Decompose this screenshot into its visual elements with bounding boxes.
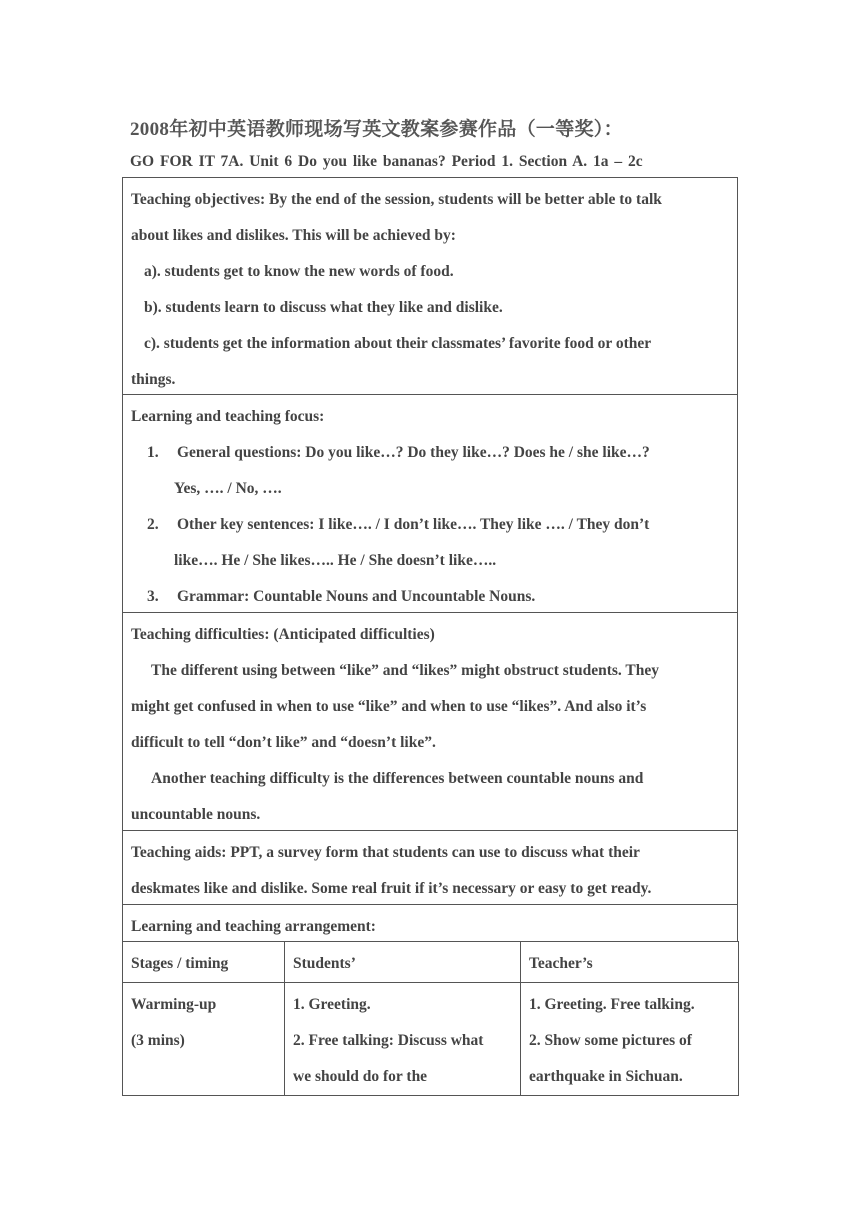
objectives-section: [122, 177, 738, 394]
difficulties-paragraph-2: Another teaching difficulty is the differences between countable nouns and: [151, 770, 644, 787]
header-stages-timing: Stages / timing: [123, 942, 285, 983]
document-title: 2008年初中英语教师现场写英文教案参赛作品（一等奖）：: [130, 119, 623, 140]
lesson-subtitle: GO FOR IT 7A. Unit 6 Do you like bananas? Period 1. Section A. 1a – 2c: [130, 153, 643, 170]
teacher-line: 1. Greeting. Free talking.: [529, 996, 695, 1013]
focus-item-text: General questions: Do you like…? Do they like…? Does he / she like…?: [177, 444, 650, 461]
focus-item-text: Grammar: Countable Nouns and Uncountable Nouns.: [177, 588, 536, 605]
focus-section: [122, 394, 738, 612]
objective-c: c). students get the information about their classmates’ favorite food or other: [144, 335, 652, 352]
focus-item-number: 1.: [147, 444, 159, 461]
focus-item-number: 3.: [147, 588, 159, 605]
focus-item: [131, 435, 729, 471]
header-teachers: Teacher’s: [521, 942, 739, 983]
difficulties-paragraph-1-line-3: difficult to tell “don’t like” and “doesn’t like”.: [131, 734, 436, 751]
students-line: 2. Free talking: Discuss what: [293, 1032, 484, 1049]
difficulties-section: [122, 612, 738, 830]
difficulties-paragraph-1: The different using between “like” and “likes” might obstruct students. They: [151, 662, 659, 679]
objective-c-continued: things.: [131, 371, 176, 388]
objectives-line-2: about likes and dislikes. This will be achieved by:: [131, 227, 456, 244]
students-line: we should do for the: [293, 1068, 428, 1085]
stage-name: Warming-up: [131, 996, 217, 1013]
objective-a: a). students get to know the new words of food.: [144, 263, 454, 280]
difficulties-paragraph-1-line-2: might get confused in when to use “like” and when to use “likes”. And also it’s: [131, 698, 647, 715]
students-line: 1. Greeting.: [293, 996, 371, 1013]
difficulties-paragraph-2-line-2: uncountable nouns.: [131, 806, 261, 823]
lesson-plan-table: [122, 177, 738, 1096]
aids-line-1: Teaching aids: PPT, a survey form that students can use to discuss what their: [131, 844, 640, 861]
table-row: [123, 983, 739, 1096]
arrangement-heading-row: [122, 904, 738, 941]
difficulties-heading: Teaching difficulties: (Anticipated difficulties): [131, 626, 435, 643]
focus-heading: Learning and teaching focus:: [131, 408, 325, 425]
stage-timing: (3 mins): [131, 1032, 185, 1049]
focus-item: [131, 507, 729, 543]
arrangement-header-row: [123, 942, 739, 983]
focus-item-text: Other key sentences: I like…. / I don’t like…. They like …. / They don’t: [177, 516, 650, 533]
focus-item-continued: like…. He / She likes….. He / She doesn’t like…..: [174, 552, 497, 569]
students-cell: [285, 983, 521, 1096]
focus-item-number: 2.: [147, 516, 159, 533]
focus-item: [131, 579, 729, 615]
teacher-line: 2. Show some pictures of: [529, 1032, 692, 1049]
aids-line-2: deskmates like and dislike. Some real fruit if it’s necessary or easy to get ready.: [131, 880, 652, 897]
aids-section: [122, 830, 738, 904]
arrangement-table: [122, 941, 739, 1096]
arrangement-heading: Learning and teaching arrangement:: [131, 918, 376, 935]
teacher-cell: [521, 983, 739, 1096]
stage-cell: [123, 983, 285, 1096]
teacher-line: earthquake in Sichuan.: [529, 1068, 683, 1085]
objective-b: b). students learn to discuss what they like and dislike.: [144, 299, 503, 316]
focus-item-continued: Yes, …. / No, ….: [174, 480, 282, 497]
objectives-line-1: Teaching objectives: By the end of the session, students will be better able to talk: [131, 191, 662, 208]
header-students: Students’: [285, 942, 521, 983]
